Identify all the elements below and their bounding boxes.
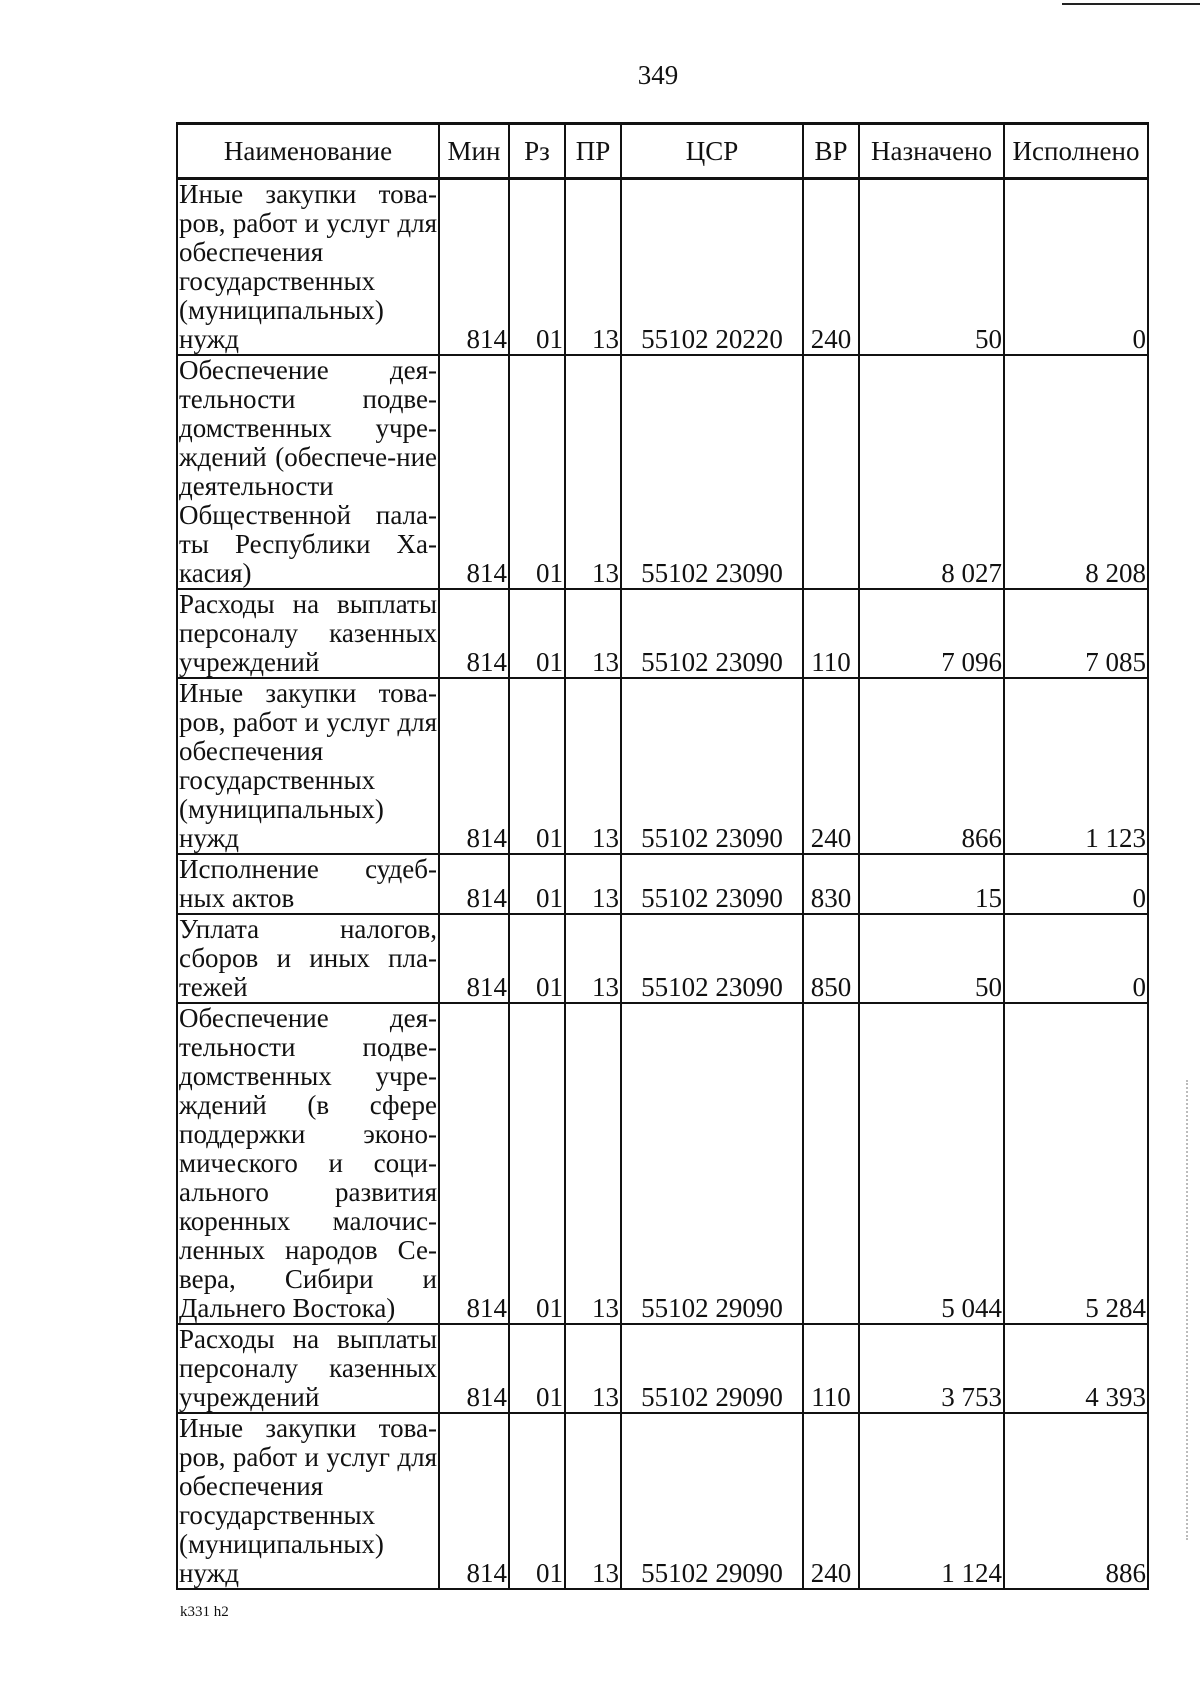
header-csr: ЦСР (621, 124, 803, 179)
cell-name: Обеспечение дея-тельности подве-домственных учре-ждений (обеспече-ние деятельности Общественной пала-ты Республики Ха-касия) (179, 355, 437, 588)
cell-assigned: 1 124 (859, 1413, 1004, 1589)
cell-csr: 55102 23090 (621, 355, 803, 589)
cell-csr: 55102 29090 (621, 1413, 803, 1589)
cell-rz: 01 (509, 1003, 565, 1324)
cell-rz: 01 (509, 1324, 565, 1413)
cell-assigned: 5 044 (859, 1003, 1004, 1324)
header-assigned: Назначено (859, 124, 1004, 179)
cell-rz: 01 (509, 914, 565, 1003)
cell-assigned: 50 (859, 914, 1004, 1003)
cell-name: Уплата налогов, сборов и иных пла-тежей (179, 914, 437, 1002)
cell-min: 814 (439, 589, 509, 678)
cell-csr: 55102 20220 (621, 179, 803, 356)
cell-vr: 110 (803, 1324, 859, 1413)
table-row (177, 678, 1148, 854)
cell-name: Иные закупки това-ров, работ и услуг для обеспечения государственных (муниципальных) нужд (179, 678, 437, 853)
header-pr: ПР (565, 124, 621, 179)
cell-executed: 886 (1004, 1413, 1148, 1589)
cell-rz: 01 (509, 1413, 565, 1589)
cell-vr: 110 (803, 589, 859, 678)
cell-csr: 55102 23090 (621, 589, 803, 678)
cell-executed: 0 (1004, 914, 1148, 1003)
table-row (177, 589, 1148, 678)
cell-vr: 850 (803, 914, 859, 1003)
cell-assigned: 7 096 (859, 589, 1004, 678)
cell-assigned: 50 (859, 179, 1004, 356)
table-row (177, 1324, 1148, 1413)
cell-assigned: 3 753 (859, 1324, 1004, 1413)
top-edge-rule (1062, 3, 1200, 5)
header-executed: Исполнено (1004, 124, 1148, 179)
cell-name: Расходы на выплаты персоналу казенных учреждений (179, 1324, 437, 1412)
table-row (177, 1413, 1148, 1589)
cell-csr: 55102 29090 (621, 1003, 803, 1324)
cell-executed: 0 (1004, 854, 1148, 914)
cell-vr: 240 (803, 1413, 859, 1589)
cell-rz: 01 (509, 678, 565, 854)
cell-csr: 55102 23090 (621, 914, 803, 1003)
table-header-row (177, 124, 1148, 179)
table-row (177, 179, 1148, 356)
cell-name: Иные закупки това-ров, работ и услуг для обеспечения государственных (муниципальных) нужд (179, 1413, 437, 1588)
table-row (177, 355, 1148, 589)
table-row (177, 854, 1148, 914)
cell-rz: 01 (509, 179, 565, 356)
table-body (177, 179, 1148, 1590)
scan-margin-artifact (1186, 1080, 1190, 1540)
cell-name: Расходы на выплаты персоналу казенных учреждений (179, 589, 437, 677)
cell-min: 814 (439, 1413, 509, 1589)
cell-pr: 13 (565, 1413, 621, 1589)
cell-pr: 13 (565, 854, 621, 914)
cell-pr: 13 (565, 1003, 621, 1324)
cell-vr (803, 355, 859, 589)
cell-name: Обеспечение дея-тельности подве-домственных учре-ждений (в сфере поддержки эконо-мического и соци-ального развития коренных малочис-ленных народов Се-вера, Сибири и Дальнего Востока) (179, 1003, 437, 1323)
cell-executed: 8 208 (1004, 355, 1148, 589)
cell-pr: 13 (565, 589, 621, 678)
cell-csr: 55102 23090 (621, 678, 803, 854)
cell-pr: 13 (565, 1324, 621, 1413)
cell-assigned: 15 (859, 854, 1004, 914)
cell-pr: 13 (565, 355, 621, 589)
table-row (177, 1003, 1148, 1324)
header-vr: ВР (803, 124, 859, 179)
cell-executed: 1 123 (1004, 678, 1148, 854)
cell-assigned: 866 (859, 678, 1004, 854)
cell-assigned: 8 027 (859, 355, 1004, 589)
budget-execution-table (176, 122, 1149, 1590)
cell-vr: 240 (803, 179, 859, 356)
cell-vr: 830 (803, 854, 859, 914)
table-row (177, 914, 1148, 1003)
cell-rz: 01 (509, 355, 565, 589)
cell-executed: 0 (1004, 179, 1148, 356)
page-number: 349 (637, 60, 679, 90)
cell-min: 814 (439, 854, 509, 914)
header-min: Мин (439, 124, 509, 179)
cell-pr: 13 (565, 678, 621, 854)
cell-min: 814 (439, 914, 509, 1003)
cell-executed: 7 085 (1004, 589, 1148, 678)
cell-rz: 01 (509, 589, 565, 678)
cell-name: Иные закупки това-ров, работ и услуг для обеспечения государственных (муниципальных) нужд (179, 179, 437, 354)
cell-name: Исполнение судеб-ных актов (179, 854, 437, 913)
cell-csr: 55102 29090 (621, 1324, 803, 1413)
cell-min: 814 (439, 355, 509, 589)
cell-executed: 4 393 (1004, 1324, 1148, 1413)
cell-min: 814 (439, 1324, 509, 1413)
cell-pr: 13 (565, 914, 621, 1003)
cell-rz: 01 (509, 854, 565, 914)
cell-executed: 5 284 (1004, 1003, 1148, 1324)
header-name: Наименование (177, 124, 439, 179)
header-rz: Рз (509, 124, 565, 179)
cell-min: 814 (439, 678, 509, 854)
cell-min: 814 (439, 179, 509, 356)
cell-vr (803, 1003, 859, 1324)
cell-pr: 13 (565, 179, 621, 356)
cell-csr: 55102 23090 (621, 854, 803, 914)
cell-min: 814 (439, 1003, 509, 1324)
footer-code: k331 h2 (180, 1604, 229, 1620)
cell-vr: 240 (803, 678, 859, 854)
